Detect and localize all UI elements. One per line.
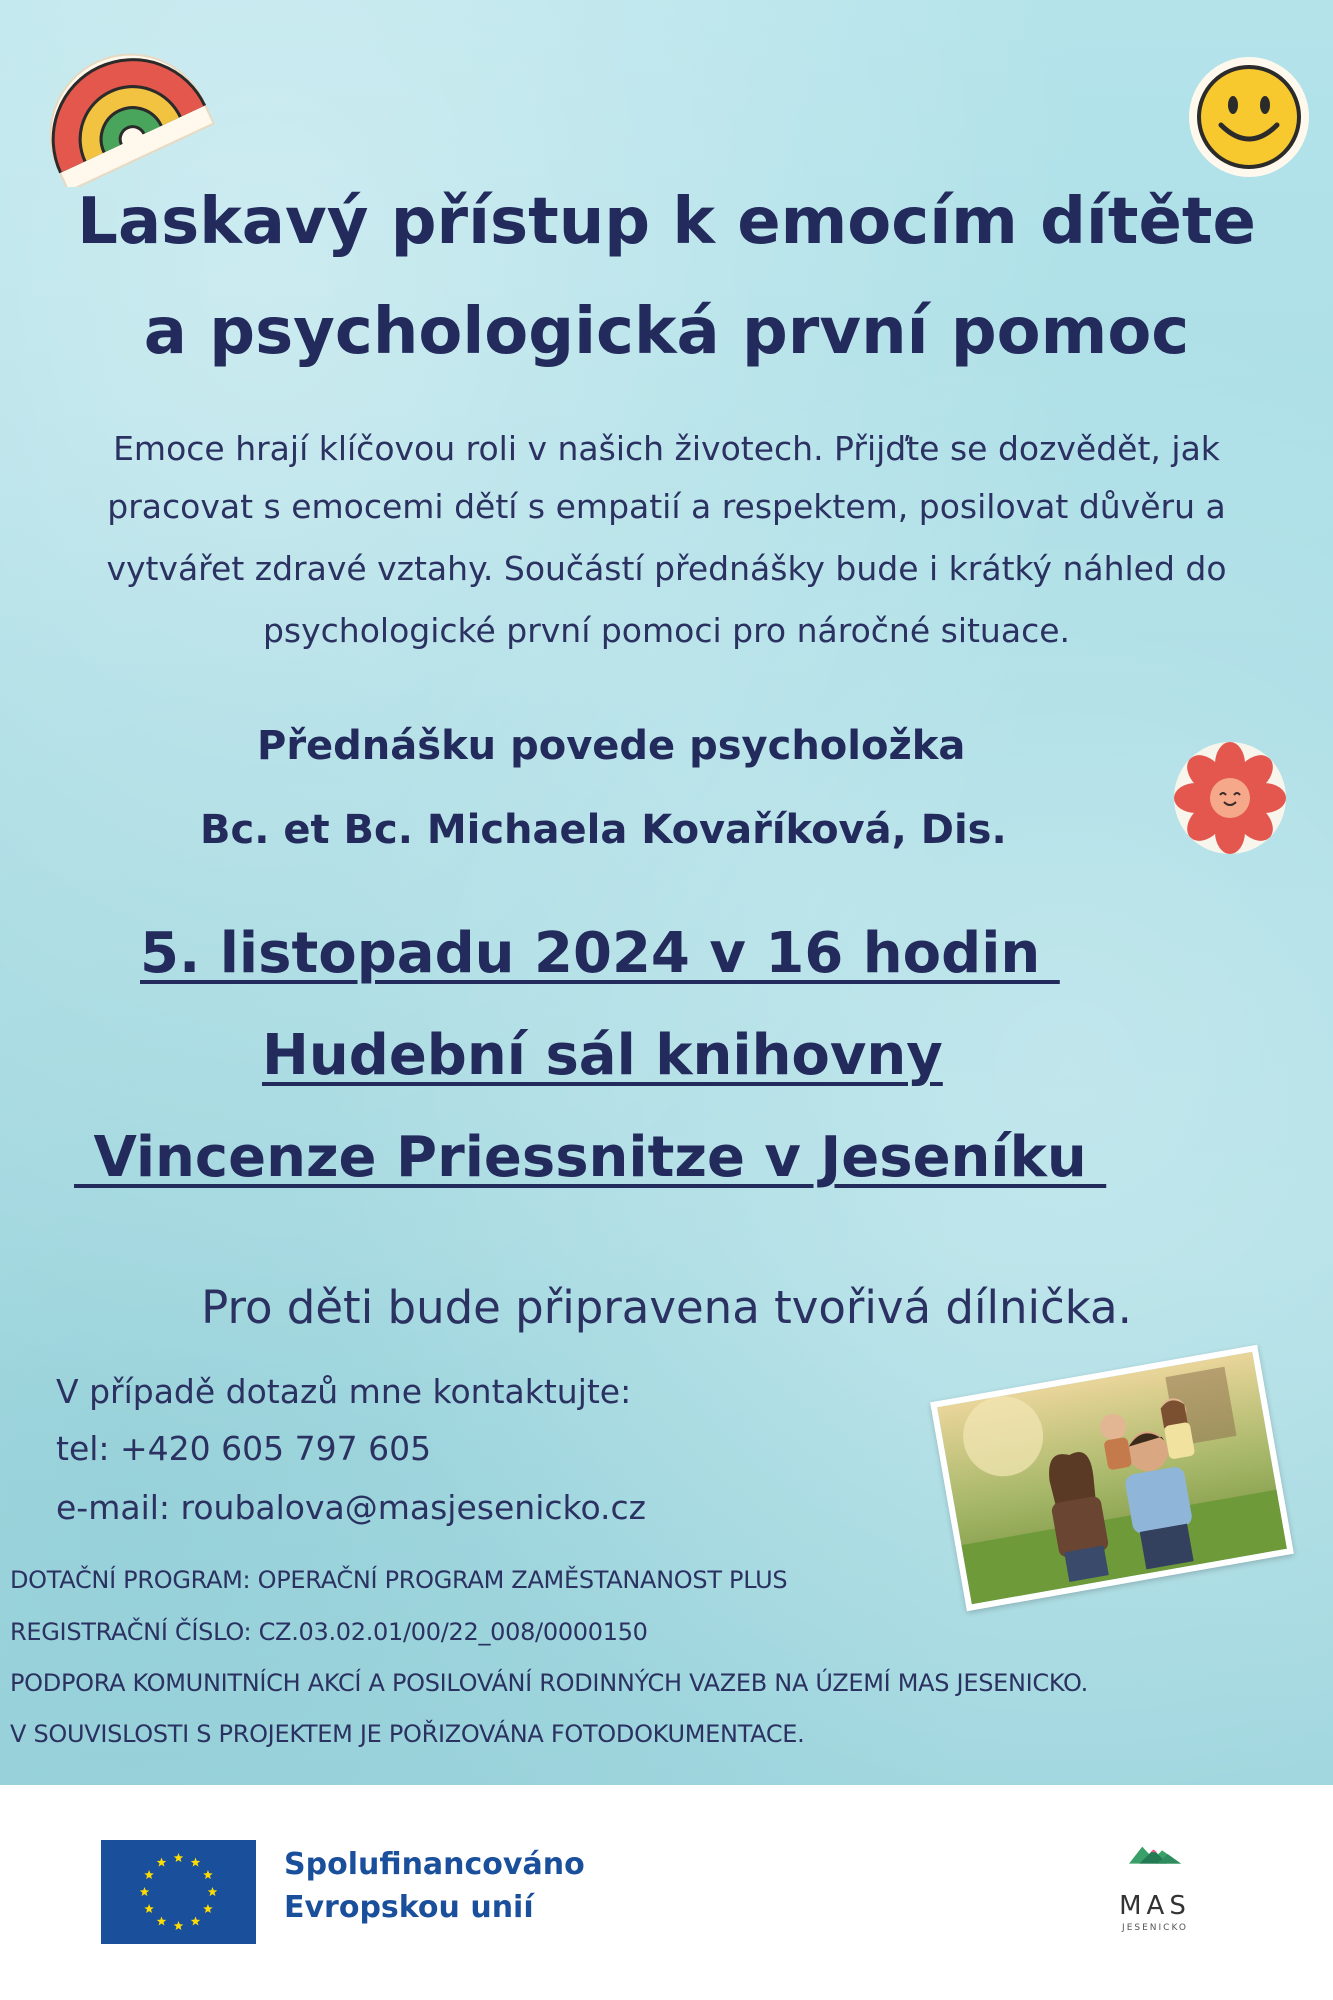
page-title-line-1: Laskavý přístup k emocím dítěte: [77, 185, 1256, 259]
description-line-1: Emoce hrají klíčovou roli v našich životech. Přijďte se dozvědět, jak: [113, 429, 1220, 468]
speaker-name: Bc. et Bc. Michaela Kovaříková, Dis.: [200, 807, 1007, 853]
family-photo-illustration: [937, 1352, 1287, 1605]
smiley-sticker-icon: [1187, 55, 1311, 179]
mas-mountains-logo-icon: [1100, 1840, 1210, 1892]
speaker-intro: Přednášku povede psycholožka: [257, 723, 966, 769]
eu-cofinanced-line-1: Spolufinancováno: [284, 1847, 585, 1882]
eu-cofinanced-line-2: Evropskou unií: [284, 1890, 534, 1925]
event-place-line-1: Hudební sál knihovny: [262, 1023, 943, 1088]
grant-program: DOTAČNÍ PROGRAM: OPERAČNÍ PROGRAM ZAMĚSTANANOST PLUS: [10, 1566, 788, 1594]
eu-flag-icon: [101, 1840, 256, 1944]
contact-email: e-mail: roubalova@masjesenicko.cz: [56, 1488, 647, 1527]
page-title-line-2: a psychologická první pomoc: [143, 295, 1190, 369]
contact-intro: V případě dotazů mne kontaktujte:: [56, 1372, 632, 1411]
grant-registration: REGISTRAČNÍ ČÍSLO: CZ.03.02.01/00/22_008/0000150: [10, 1618, 648, 1646]
grant-project: PODPORA KOMUNITNÍCH AKCÍ A POSILOVÁNÍ RODINNÝCH VAZEB NA ÚZEMÍ MAS JESENICKO.: [10, 1669, 1088, 1697]
description-line-2: pracovat s emocemi dětí s empatií a respektem, posilovat důvěru a: [107, 487, 1226, 526]
contact-phone: tel: +420 605 797 605: [56, 1429, 432, 1468]
family-photo: [930, 1345, 1294, 1611]
mas-logo-word: MAS: [1119, 1891, 1191, 1921]
event-date: 5. listopadu 2024 v 16 hodin: [140, 921, 1060, 986]
workshop-note: Pro děti bude připravena tvořivá dílnička.: [201, 1281, 1132, 1334]
flower-sticker-icon: [1170, 738, 1290, 858]
mas-logo-subtitle: JESENICKO: [1122, 1923, 1188, 1933]
description-line-4: psychologické první pomoci pro náročné situace.: [262, 611, 1071, 650]
description-line-3: vytvářet zdravé vztahy. Součástí přednášky bude i krátký náhled do: [106, 549, 1227, 588]
photo-notice: V SOUVISLOSTI S PROJEKTEM JE POŘIZOVÁNA FOTODOKUMENTACE.: [10, 1720, 805, 1748]
rainbow-sticker-icon: [20, 12, 220, 187]
event-place-line-2: Vincenze Priessnitze v Jeseníku: [74, 1125, 1107, 1190]
